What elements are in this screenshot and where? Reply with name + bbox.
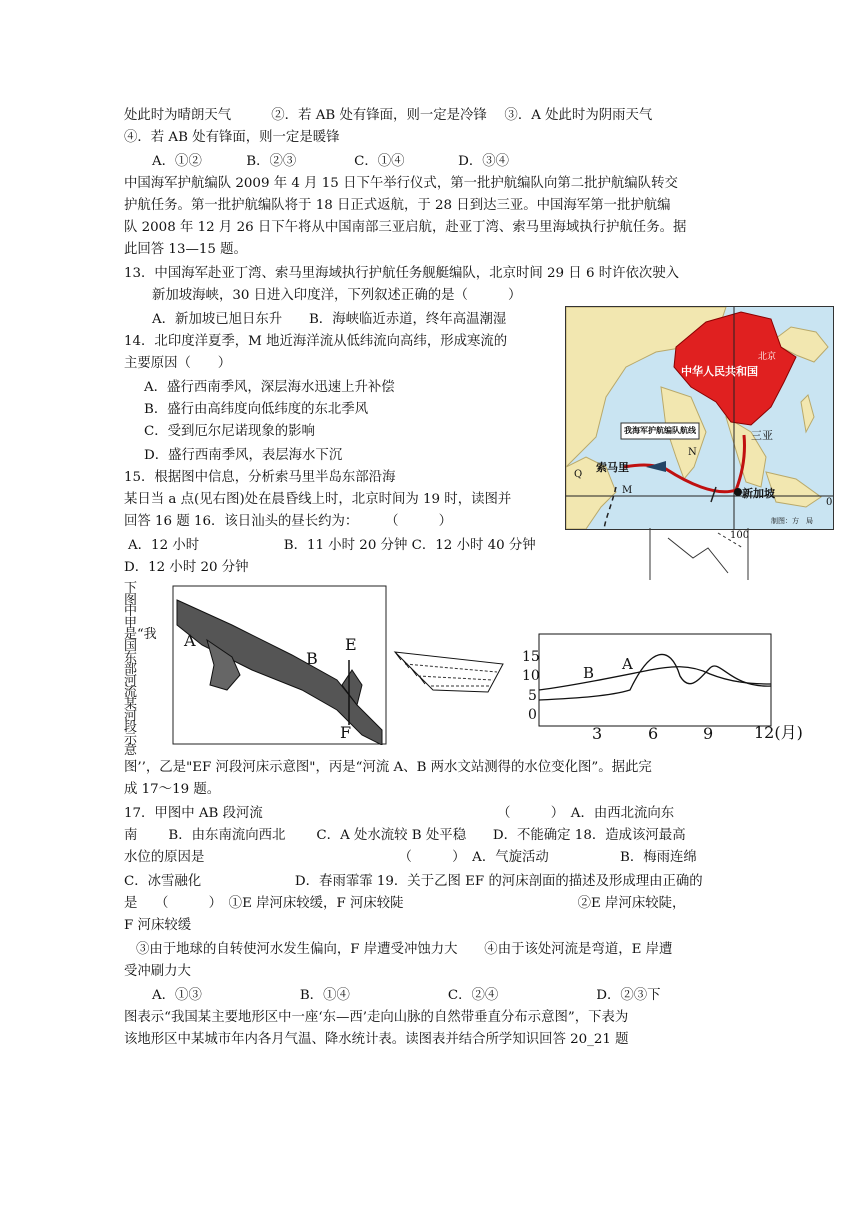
map-m-label: M (622, 485, 633, 496)
text-line: 回答 16 题 16．该日汕头的昼长约为： （ ） (124, 514, 453, 529)
text-line: 南 B．由东南流向西北 C．A 处水流较 B 处平稳 D．不能确定 18．造成该河最高 (124, 828, 686, 843)
text-line: 17．甲图中 AB 段河流 （ ） A．由西北流向东 (124, 806, 675, 821)
text-line: B．盛行由高纬度向低纬度的东北季风 (144, 402, 369, 417)
text-line: 主要原因（ ） (124, 356, 232, 371)
bing-ytick-15: 15 (522, 649, 540, 665)
figure-bing-water-level (510, 628, 810, 748)
vertical-char: 中 (124, 604, 138, 620)
vertical-char: 是“我 (124, 627, 157, 643)
text-line: A．12 小时 B．11 小时 20 分钟 C．12 小时 40 分钟 (128, 538, 536, 553)
vertical-char: 流 (124, 685, 138, 701)
bing-xtick-6: 6 (648, 724, 659, 743)
vertical-char: 部 (124, 662, 138, 678)
text-line: D．12 小时 20 分钟 (124, 560, 249, 575)
text-line: 受冲刷力大 (124, 964, 191, 979)
text-line: ③由于地球的自转使河水发生偏向，F 岸遭受冲蚀力大 ④由于该处河流是弯道，E 岸遭 (136, 942, 673, 957)
map-china-label: 中华人民共和国 (681, 365, 758, 378)
map-sanya-label: 三亚 (751, 429, 773, 442)
vertical-char: 河 (124, 708, 138, 724)
jia-f-label: F (340, 723, 352, 742)
text-line: C．冰雪融化 D．春雨霏霏 19．关于乙图 EF 的河床剖面的描述及形成理由正确的 (124, 874, 703, 889)
text-line: 此回答 13—15 题。 (124, 242, 247, 257)
map-singapore-label: 新加坡 (742, 487, 775, 500)
text-line: 13．中国海军赴亚丁湾、索马里海域执行护航任务舰艇编队，北京时间 29 日 6 时许依次驶入 (124, 266, 680, 281)
vertical-char: 甲 (124, 615, 138, 631)
bing-series-a-label: A (622, 655, 633, 673)
text-line: 水位的原因是 （ ） A．气旋活动 B．梅雨连绵 (124, 850, 697, 865)
map-scale-label: 制图：方 局 (771, 517, 813, 525)
map-graphic (566, 307, 833, 529)
text-line: 某日当 a 点(见右图)处在晨昏线上时，北京时间为 19 时，读图并 (124, 492, 512, 507)
figure-yi-riverbed (393, 650, 505, 712)
text-line: A．新加坡已旭日东升 B．海峡临近赤道，终年高温潮湿 (152, 312, 507, 327)
text-line: C．受到厄尔尼诺现象的影响 (144, 424, 315, 439)
text-line: A．盛行西南季风，深层海水迅速上升补偿 (144, 380, 395, 395)
bing-xtick-12: 12(月) (754, 723, 803, 742)
text-line: A．①③ B．①④ C．②④ D．②③下 (152, 988, 661, 1003)
text-line: 图’’，乙是"EF 河段河床示意图"，丙是“河流 A、B 两水文站测得的水位变化图”。据此完 (124, 760, 652, 775)
map-somalia-label: 索马里 (596, 461, 629, 474)
bing-xtick-3: 3 (592, 724, 603, 743)
vertical-char: 图 (124, 592, 138, 608)
jia-b-label: B (306, 649, 318, 668)
partial-sketch (648, 528, 758, 580)
jia-e-label: E (345, 635, 357, 654)
navy-route-map (565, 306, 834, 530)
bing-xtick-9: 9 (703, 724, 714, 743)
text-line: ④．若 AB 处有锋面，则一定是暖锋 (124, 130, 340, 145)
text-line: 中国海军护航编队 2009 年 4 月 15 日下午举行仪式，第一批护航编队向第二批护航编队转交 (124, 176, 678, 191)
vertical-char: 示 (124, 731, 138, 747)
text-line: 队 2008 年 12 月 26 日下午将从中国南部三亚启航，赴亚丁湾、索马里海域执行护航任务。据 (124, 220, 687, 235)
map-beijing-label: 北京 (758, 352, 777, 362)
figure-jia-river (172, 585, 387, 745)
bing-ytick-5: 5 (528, 688, 537, 704)
map-route-box: 我海军护航编队航线 (624, 425, 696, 435)
vertical-char: 下 (124, 581, 138, 596)
text-line: 该地形区中某城市年内各月气温、降水统计表。读图表并结合所学知识回答 20_21 题 (124, 1032, 629, 1047)
text-line: 图表示“我国某主要地形区中一座‘东—西’走向山脉的自然带垂直分布示意图”，下表为 (124, 1010, 629, 1025)
bing-ytick-0: 0 (528, 707, 537, 723)
text-line: 护航任务。第一批护航编队将于 18 日正式返航，于 28 日到达三亚。中国海军第一批护航编 (124, 198, 671, 213)
vertical-char: 东 (124, 650, 138, 666)
singapore-dot (734, 488, 742, 496)
text-line: 14．北印度洋夏季，M 地近海洋流从低纬流向高纬，形成寒流的 (124, 334, 508, 349)
bing-series-b-label: B (583, 664, 595, 682)
vertical-char: 段 (124, 720, 138, 736)
jia-a-label: A (184, 631, 196, 650)
vertical-char: 某 (124, 697, 138, 712)
text-line: F 河床较缓 (124, 918, 192, 933)
text-line: 成 17～19 题。 (124, 782, 221, 797)
bing-ytick-10: 10 (522, 668, 540, 684)
river-graphic (172, 585, 387, 745)
vertical-char: 国 (124, 639, 138, 654)
text-line: D．盛行西南季风，表层海水下沉 (144, 448, 343, 463)
vertical-char: 河 (124, 673, 138, 689)
riverbed-graphic (393, 650, 505, 712)
map-q-label: Q (574, 469, 583, 480)
map-lon-label: 100 (730, 530, 750, 541)
map-n-label: N (688, 447, 697, 458)
map-lat-label: 0 (826, 497, 833, 508)
text-line: A．①② B．②③ C．①④ D．③④ (152, 154, 509, 169)
vertical-char: 意 (124, 743, 138, 759)
text-line: 处此时为晴朗天气 ②．若 AB 处有锋面，则一定是冷锋 ③．A 处此时为阴雨天气 (124, 108, 653, 123)
text-line: 是 （ ） ①E 岸河床较缓，F 河床较陡 ②E 岸河床较陡， (124, 896, 686, 911)
sketch-graphic (648, 528, 758, 580)
text-line: 新加坡海峡，30 日进入印度洋，下列叙述正确的是（ ） (152, 288, 522, 303)
text-line: 15．根据图中信息，分析索马里半岛东部沿海 (124, 470, 396, 485)
